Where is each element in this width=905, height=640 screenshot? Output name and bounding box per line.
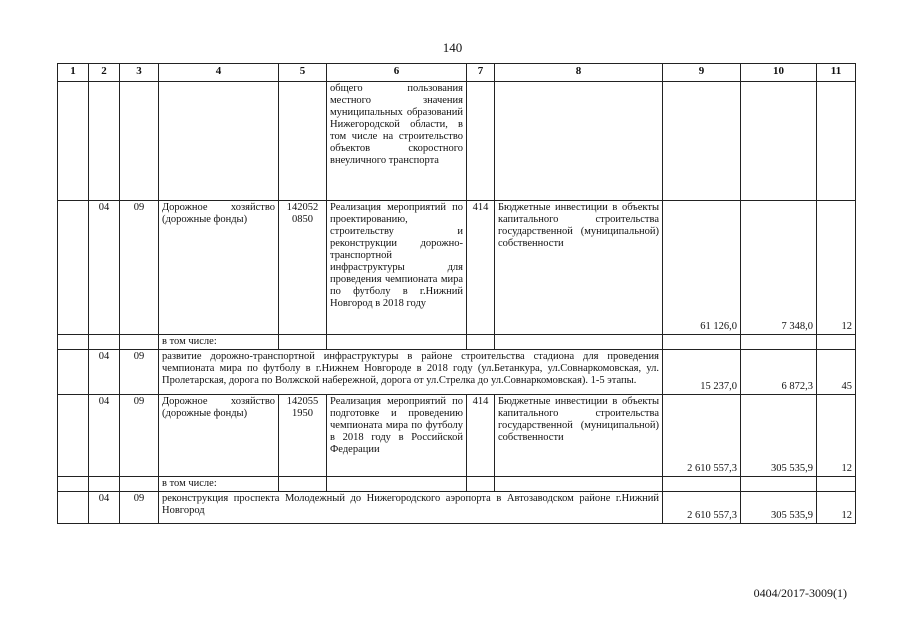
table-row xyxy=(58,201,856,335)
table-row xyxy=(58,335,856,350)
amount-cell: 7 348,0 xyxy=(741,201,817,335)
including-label: в том числе: xyxy=(159,477,279,492)
table-cell xyxy=(495,335,663,350)
col-header-9: 9 xyxy=(663,64,741,82)
table-cell xyxy=(89,82,120,201)
table-cell xyxy=(741,477,817,492)
table-row xyxy=(58,350,856,395)
subsection-code-cell: 09 xyxy=(120,350,159,395)
section-code-cell: 04 xyxy=(89,395,120,477)
table-cell xyxy=(279,82,327,201)
table-cell xyxy=(120,335,159,350)
including-label: в том числе: xyxy=(159,335,279,350)
table-cell xyxy=(817,82,856,201)
amount-cell: 15 237,0 xyxy=(663,350,741,395)
col-header-2: 2 xyxy=(89,64,120,82)
table-cell xyxy=(817,335,856,350)
col-header-4: 4 xyxy=(159,64,279,82)
table-row xyxy=(58,492,856,524)
table-cell xyxy=(120,82,159,201)
table-cell xyxy=(327,477,467,492)
table-cell xyxy=(495,477,663,492)
table-cell xyxy=(495,82,663,201)
col-header-8: 8 xyxy=(495,64,663,82)
expense-type-cell: 414 xyxy=(467,395,495,477)
table-cell xyxy=(89,335,120,350)
col-header-6: 6 xyxy=(327,64,467,82)
expense-type-cell: 414 xyxy=(467,201,495,335)
table-cell xyxy=(663,477,741,492)
subsection-code-cell: 09 xyxy=(120,395,159,477)
count-cell: 12 xyxy=(817,201,856,335)
event-description-cell: общего пользования местного значения муниципальных образований Нижегородской области, в том числе на строительство объектов скоростного внеуличного транспорта xyxy=(327,82,467,201)
table-cell xyxy=(279,335,327,350)
table-cell xyxy=(58,335,89,350)
table-cell xyxy=(58,350,89,395)
amount-cell: 6 872,3 xyxy=(741,350,817,395)
amount-cell: 305 535,9 xyxy=(741,395,817,477)
section-code-cell: 04 xyxy=(89,492,120,524)
document-code: 0404/2017-3009(1) xyxy=(753,586,847,600)
table-cell xyxy=(279,477,327,492)
col-header-1: 1 xyxy=(58,64,89,82)
table-cell xyxy=(327,335,467,350)
table-cell xyxy=(58,82,89,201)
table-cell xyxy=(741,82,817,201)
section-code-cell: 04 xyxy=(89,201,120,335)
amount-cell: 61 126,0 xyxy=(663,201,741,335)
col-header-11: 11 xyxy=(817,64,856,82)
subsection-code-cell: 09 xyxy=(120,201,159,335)
count-cell: 45 xyxy=(817,350,856,395)
table-cell xyxy=(159,82,279,201)
object-description-cell: развитие дорожно-транспортной инфраструктуры в районе строительства стадиона для проведения чемпионата мира по футболу в г.Нижнем Новгороде в 2018 году (ул.Бетанкура, ул.Совнаркомовская, ул. Пролетарская, дорога по Волжской набережной, дорога от ул.Стрелка до ул.Совнаркомовская). 1-5 этапы. xyxy=(159,350,663,395)
target-code-cell: 142055 1950 xyxy=(279,395,327,477)
header-row xyxy=(58,64,856,82)
table-cell xyxy=(663,82,741,201)
count-cell: 12 xyxy=(817,395,856,477)
event-description-cell: Реализация мероприятий по проектированию, строительству и реконструкции дорожно-транспортной инфраструктуры для проведения чемпионата мира по футболу в г.Нижний Новгород в 2018 году xyxy=(327,201,467,335)
table-row xyxy=(58,477,856,492)
object-description-cell: реконструкция проспекта Молодежный до Нижегородского аэропорта в Автозаводском районе г.Нижний Новгород xyxy=(159,492,663,524)
table-cell xyxy=(817,477,856,492)
table-cell xyxy=(58,477,89,492)
table-cell xyxy=(58,201,89,335)
table-cell xyxy=(467,477,495,492)
table-row xyxy=(58,82,856,201)
table-cell xyxy=(58,395,89,477)
branch-name-cell: Дорожное хозяйство (дорожные фонды) xyxy=(159,201,279,335)
table-cell xyxy=(58,492,89,524)
expense-description-cell: Бюджетные инвестиции в объекты капитального строительства государственной (муниципальной) собственности xyxy=(495,201,663,335)
page-number: 140 xyxy=(442,40,463,55)
subsection-code-cell: 09 xyxy=(120,492,159,524)
branch-name-cell: Дорожное хозяйство (дорожные фонды) xyxy=(159,395,279,477)
event-description-cell: Реализация мероприятий по подготовке и проведению чемпионата мира по футболу в 2018 году в Российской Федерации xyxy=(327,395,467,477)
table-cell xyxy=(741,335,817,350)
target-code-cell: 142052 0850 xyxy=(279,201,327,335)
amount-cell: 2 610 557,3 xyxy=(663,395,741,477)
amount-cell: 305 535,9 xyxy=(741,492,817,524)
col-header-5: 5 xyxy=(279,64,327,82)
table-row xyxy=(58,395,856,477)
col-header-10: 10 xyxy=(741,64,817,82)
section-code-cell: 04 xyxy=(89,350,120,395)
col-header-3: 3 xyxy=(120,64,159,82)
table-cell xyxy=(89,477,120,492)
table-cell xyxy=(467,335,495,350)
col-header-7: 7 xyxy=(467,64,495,82)
amount-cell: 2 610 557,3 xyxy=(663,492,741,524)
expense-description-cell: Бюджетные инвестиции в объекты капитального строительства государственной (муниципальной) собственности xyxy=(495,395,663,477)
table-cell xyxy=(467,82,495,201)
table-cell xyxy=(663,335,741,350)
budget-table xyxy=(57,63,856,524)
count-cell: 12 xyxy=(817,492,856,524)
table-cell xyxy=(120,477,159,492)
